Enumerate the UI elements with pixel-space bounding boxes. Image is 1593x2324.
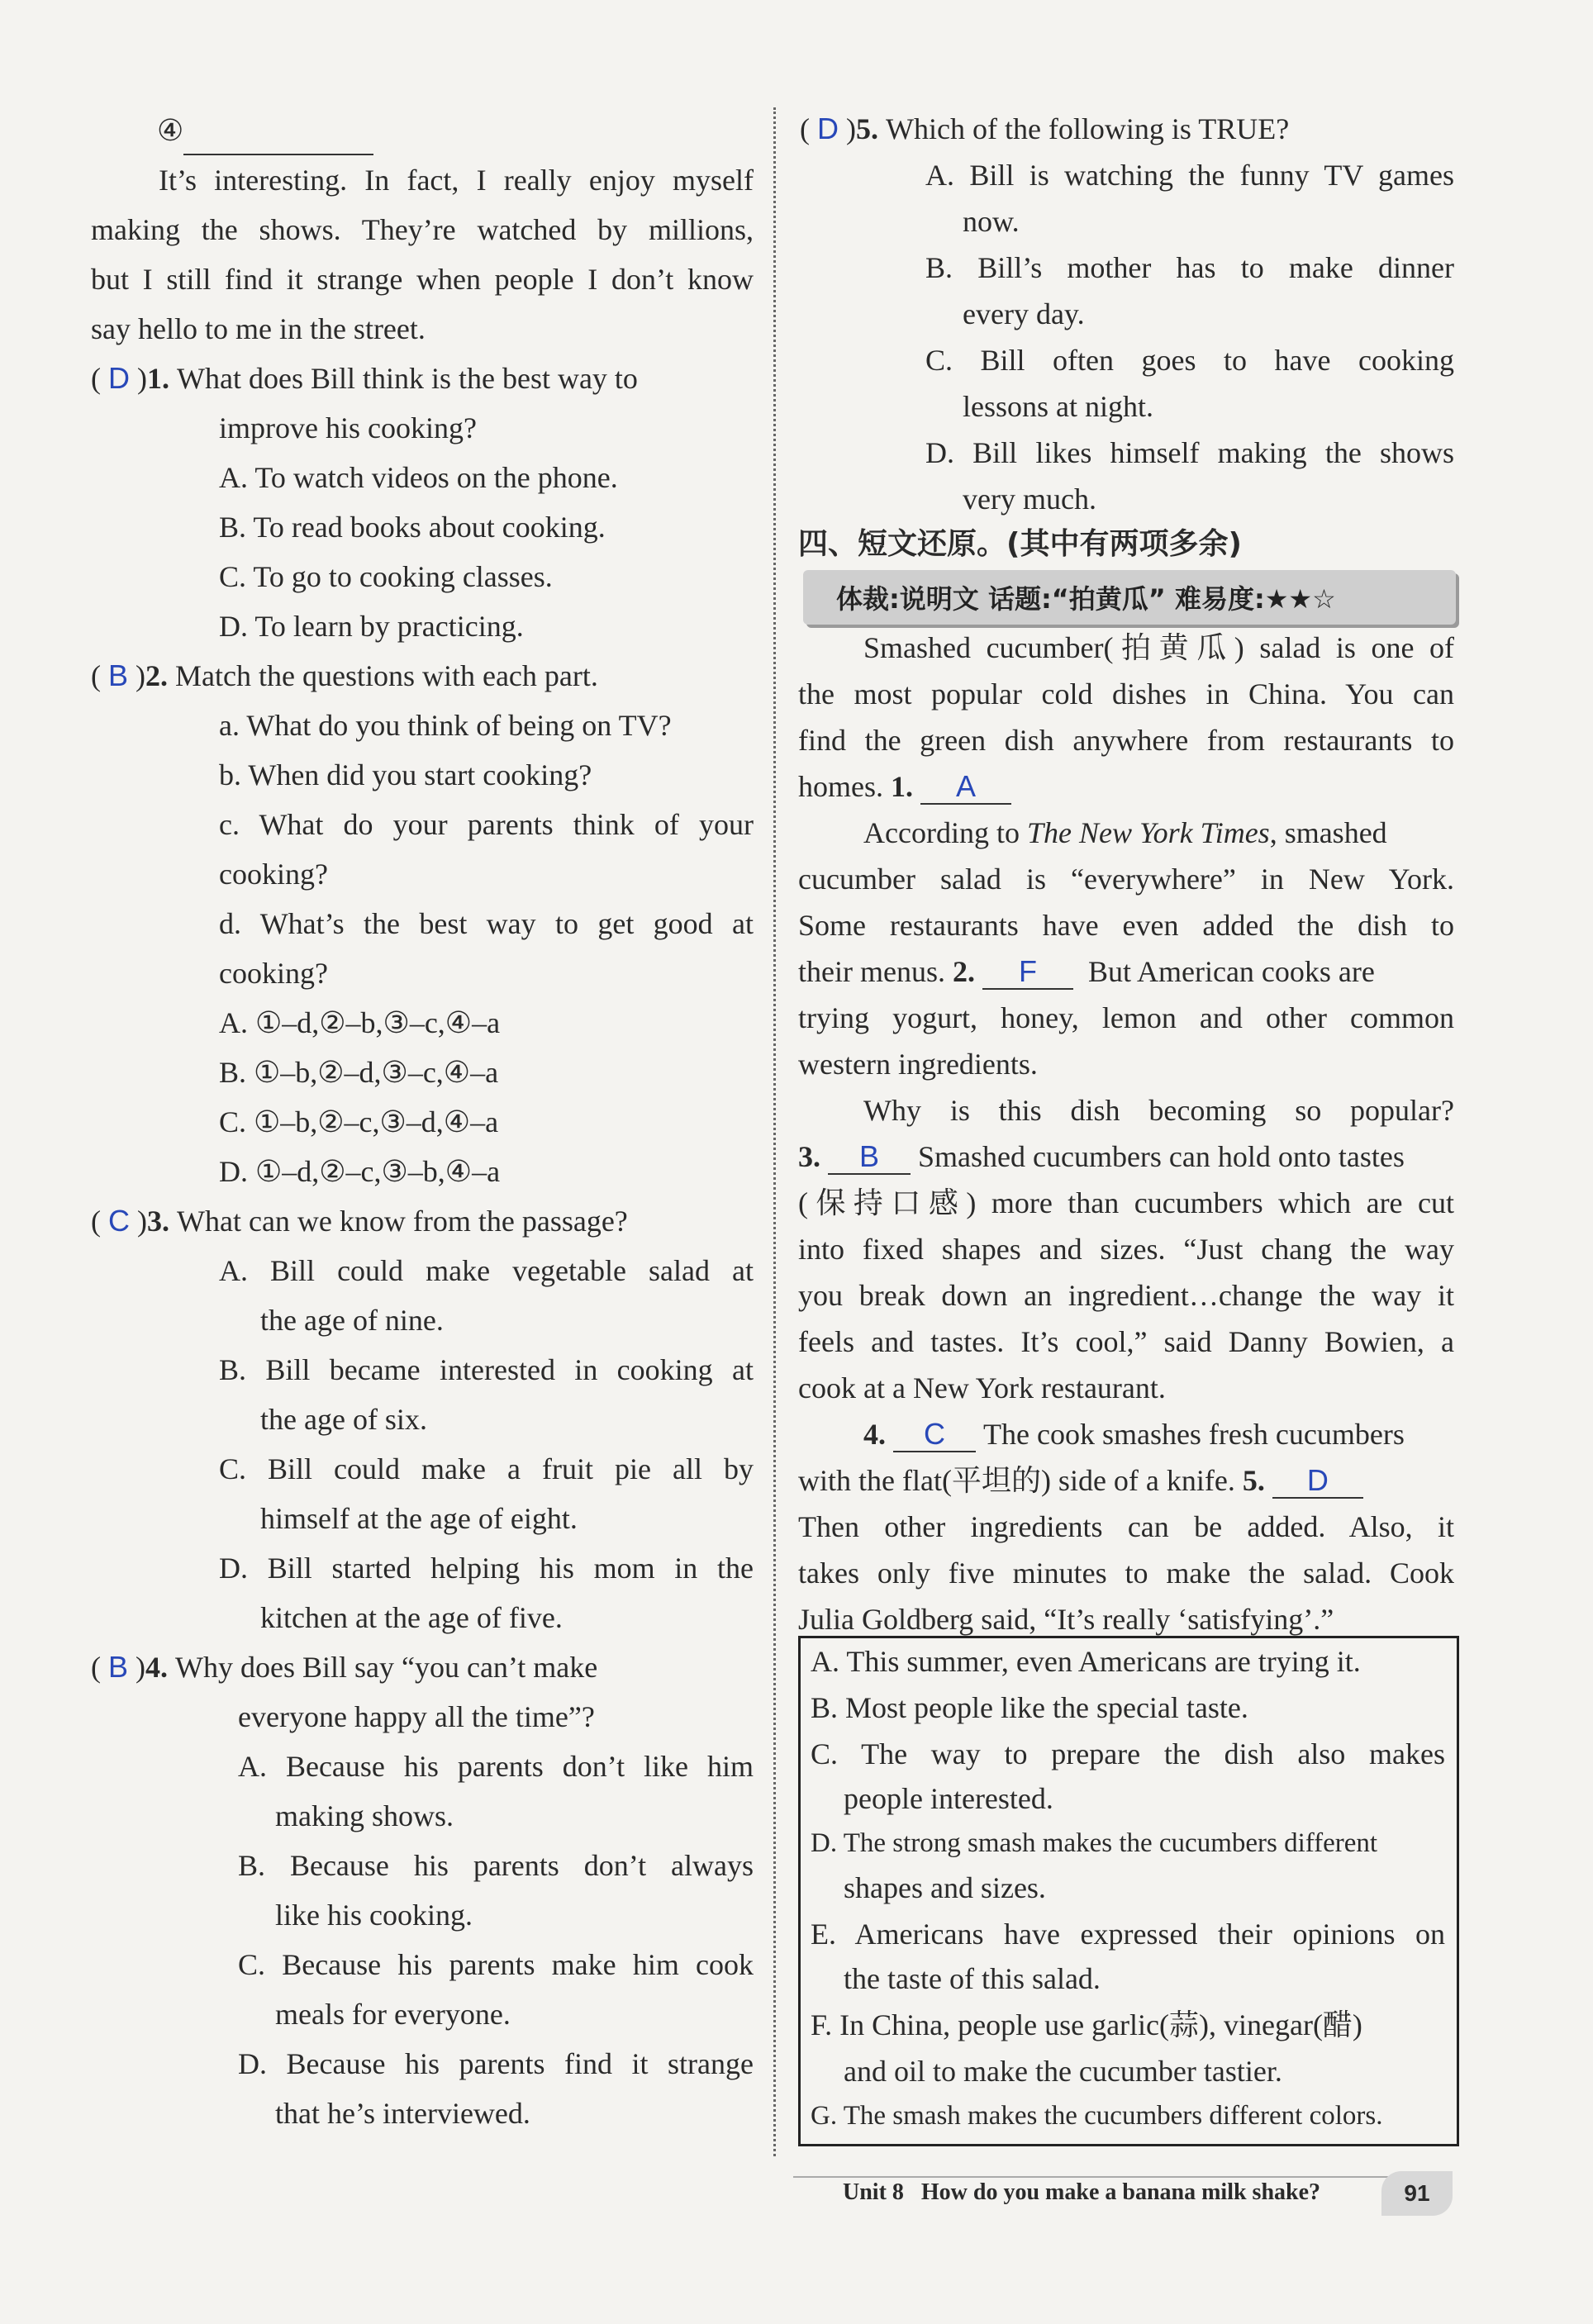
sub-question: a. What do you think of being on TV? xyxy=(219,709,672,742)
option: A. Because his parents don’t like him xyxy=(238,1750,754,1783)
option: B. Because his parents don’t always xyxy=(238,1849,754,1882)
blank-3: B xyxy=(828,1140,911,1175)
passage-line: Smashed cucumber(拍黄瓜) salad is one of xyxy=(863,631,1454,664)
option-d: D. The strong smash makes the cucumbers different xyxy=(811,1828,1378,1858)
passage-line: cucumber salad is “everywhere” in New York. xyxy=(798,863,1454,896)
option: C. To go to cooking classes. xyxy=(219,560,553,593)
sub-question: cooking? xyxy=(219,858,328,891)
genre-tag-bar: 体裁:说明文 话题:“拍黄瓜” 难易度:★★☆ xyxy=(803,570,1456,625)
passage-line: homes. 1. A xyxy=(798,763,1011,810)
footer-rule xyxy=(793,2176,1388,2178)
answer-4: B xyxy=(108,1650,129,1684)
sub-question: c. What do your parents think of your xyxy=(219,808,754,841)
passage-line: you break down an ingredient…change the way it xyxy=(798,1279,1454,1312)
option: C. ①–b,②–c,③–d,④–a xyxy=(219,1105,499,1138)
passage-line: Julia Goldberg said, “It’s really ‘satisfying’.” xyxy=(798,1603,1334,1636)
option: very much. xyxy=(963,482,1096,516)
option: C. Bill could make a fruit pie all by xyxy=(219,1452,754,1485)
option: like his cooking. xyxy=(275,1899,473,1932)
column-divider xyxy=(773,107,776,2156)
passage-line: with the flat(平坦的) side of a knife. 5. D xyxy=(798,1457,1363,1504)
passage-line: takes only five minutes to make the salad. Cook xyxy=(798,1556,1454,1590)
question-text: everyone happy all the time”? xyxy=(238,1700,595,1733)
option: A. Bill could make vegetable salad at xyxy=(219,1254,754,1287)
option-f-cont: and oil to make the cucumber tastier. xyxy=(844,2055,1282,2088)
option-g: G. The smash makes the cucumbers different colors. xyxy=(811,2101,1383,2131)
blank-4: C xyxy=(893,1418,976,1452)
passage-line: feels and tastes. It’s cool,” said Danny Bowien, a xyxy=(798,1325,1454,1358)
option: meals for everyone. xyxy=(275,1998,511,2031)
section-title: 四、短文还原。(其中有两项多余) xyxy=(798,527,1242,561)
option: kitchen at the age of five. xyxy=(260,1601,563,1634)
option-b: B. Most people like the special taste. xyxy=(811,1691,1248,1724)
option: A. ①–d,②–b,③–c,④–a xyxy=(219,1006,501,1039)
passage-line: Why is this dish becoming so popular? xyxy=(863,1094,1454,1127)
option: every day. xyxy=(963,297,1085,330)
blank-2: F xyxy=(982,955,1073,990)
question-4: ( B )4. Why does Bill say “you can’t make xyxy=(91,1650,598,1684)
passage-line: 4. C The cook smashes fresh cucumbers xyxy=(863,1417,1405,1451)
answer-5: D xyxy=(817,112,839,145)
item4-line: ④ xyxy=(157,107,373,155)
option: D. To learn by practicing. xyxy=(219,610,524,643)
option: B. To read books about cooking. xyxy=(219,511,606,544)
answer-2: B xyxy=(108,658,129,692)
answer-1: D xyxy=(108,361,130,395)
option: that he’s interviewed. xyxy=(275,2097,530,2130)
para-line: but I still find it strange when people I don’t know xyxy=(91,263,754,296)
sub-question: cooking? xyxy=(219,957,328,990)
option: D. Bill started helping his mom in the xyxy=(219,1552,754,1585)
passage-line: According to The New York Times, smashed xyxy=(863,816,1387,849)
passage-line: (保持口感) more than cucumbers which are cut xyxy=(798,1186,1454,1219)
option-e-cont: the taste of this salad. xyxy=(844,1962,1101,1995)
option: making shows. xyxy=(275,1799,454,1832)
question-5: ( D )5. Which of the following is TRUE? xyxy=(800,112,1290,145)
para-line: making the shows. They’re watched by millions, xyxy=(91,213,754,246)
passage-line: find the green dish anywhere from restaurants to xyxy=(798,724,1454,757)
option: D. Because his parents find it strange xyxy=(238,2047,754,2080)
option: A. To watch videos on the phone. xyxy=(219,461,618,494)
para-line: It’s interesting. In fact, I really enjoy myself xyxy=(159,164,754,197)
option: A. Bill is watching the funny TV games xyxy=(925,159,1454,192)
page-number: 91 xyxy=(1381,2171,1453,2216)
sub-question: b. When did you start cooking? xyxy=(219,758,592,791)
option-c: C. The way to prepare the dish also makes xyxy=(811,1737,1445,1770)
question-text: improve his cooking? xyxy=(219,411,477,444)
options-box xyxy=(798,1636,1459,2146)
passage-line: trying yogurt, honey, lemon and other common xyxy=(798,1001,1454,1034)
blank-1: A xyxy=(920,770,1011,805)
option: the age of six. xyxy=(260,1403,427,1436)
question-3: ( C )3. What can we know from the passage? xyxy=(91,1204,628,1238)
blank-5: D xyxy=(1272,1464,1363,1499)
option: B. ①–b,②–d,③–c,④–a xyxy=(219,1056,499,1089)
para-line: say hello to me in the street. xyxy=(91,312,426,345)
option: C. Bill often goes to have cooking xyxy=(925,344,1454,377)
passage-line: into fixed shapes and sizes. “Just chang the way xyxy=(798,1233,1454,1266)
option-a: A. This summer, even Americans are trying it. xyxy=(811,1645,1361,1678)
question-2: ( B )2. Match the questions with each part. xyxy=(91,658,598,692)
passage-line: 3. B Smashed cucumbers can hold onto tastes xyxy=(798,1139,1405,1173)
option-c-cont: people interested. xyxy=(844,1782,1053,1815)
passage-line: Then other ingredients can be added. Also, it xyxy=(798,1510,1454,1543)
passage-line: cook at a New York restaurant. xyxy=(798,1371,1166,1404)
option: the age of nine. xyxy=(260,1304,444,1337)
passage-line: Some restaurants have even added the dish to xyxy=(798,909,1454,942)
footer-title: Unit 8 How do you make a banana milk shake? xyxy=(843,2179,1321,2205)
option: B. Bill’s mother has to make dinner xyxy=(925,251,1454,284)
option: D. ①–d,②–c,③–b,④–a xyxy=(219,1155,501,1188)
option: now. xyxy=(963,205,1020,238)
option: C. Because his parents make him cook xyxy=(238,1948,754,1981)
passage-line: their menus. 2. F But American cooks are xyxy=(798,954,1375,988)
option: D. Bill likes himself making the shows xyxy=(925,436,1454,469)
option-e: E. Americans have expressed their opinions on xyxy=(811,1918,1445,1951)
option: himself at the age of eight. xyxy=(260,1502,578,1535)
passage-line: the most popular cold dishes in China. You can xyxy=(798,677,1454,711)
passage-line: western ingredients. xyxy=(798,1048,1038,1081)
option-f: F. In China, people use garlic(蒜), vinegar(醋) xyxy=(811,2008,1362,2041)
answer-3: C xyxy=(108,1204,130,1238)
option: lessons at night. xyxy=(963,390,1153,423)
sub-question: d. What’s the best way to get good at xyxy=(219,907,754,940)
option-d-cont: shapes and sizes. xyxy=(844,1871,1046,1904)
option: B. Bill became interested in cooking at xyxy=(219,1353,754,1386)
question-1: ( D )1. What does Bill think is the best way to xyxy=(91,361,638,395)
